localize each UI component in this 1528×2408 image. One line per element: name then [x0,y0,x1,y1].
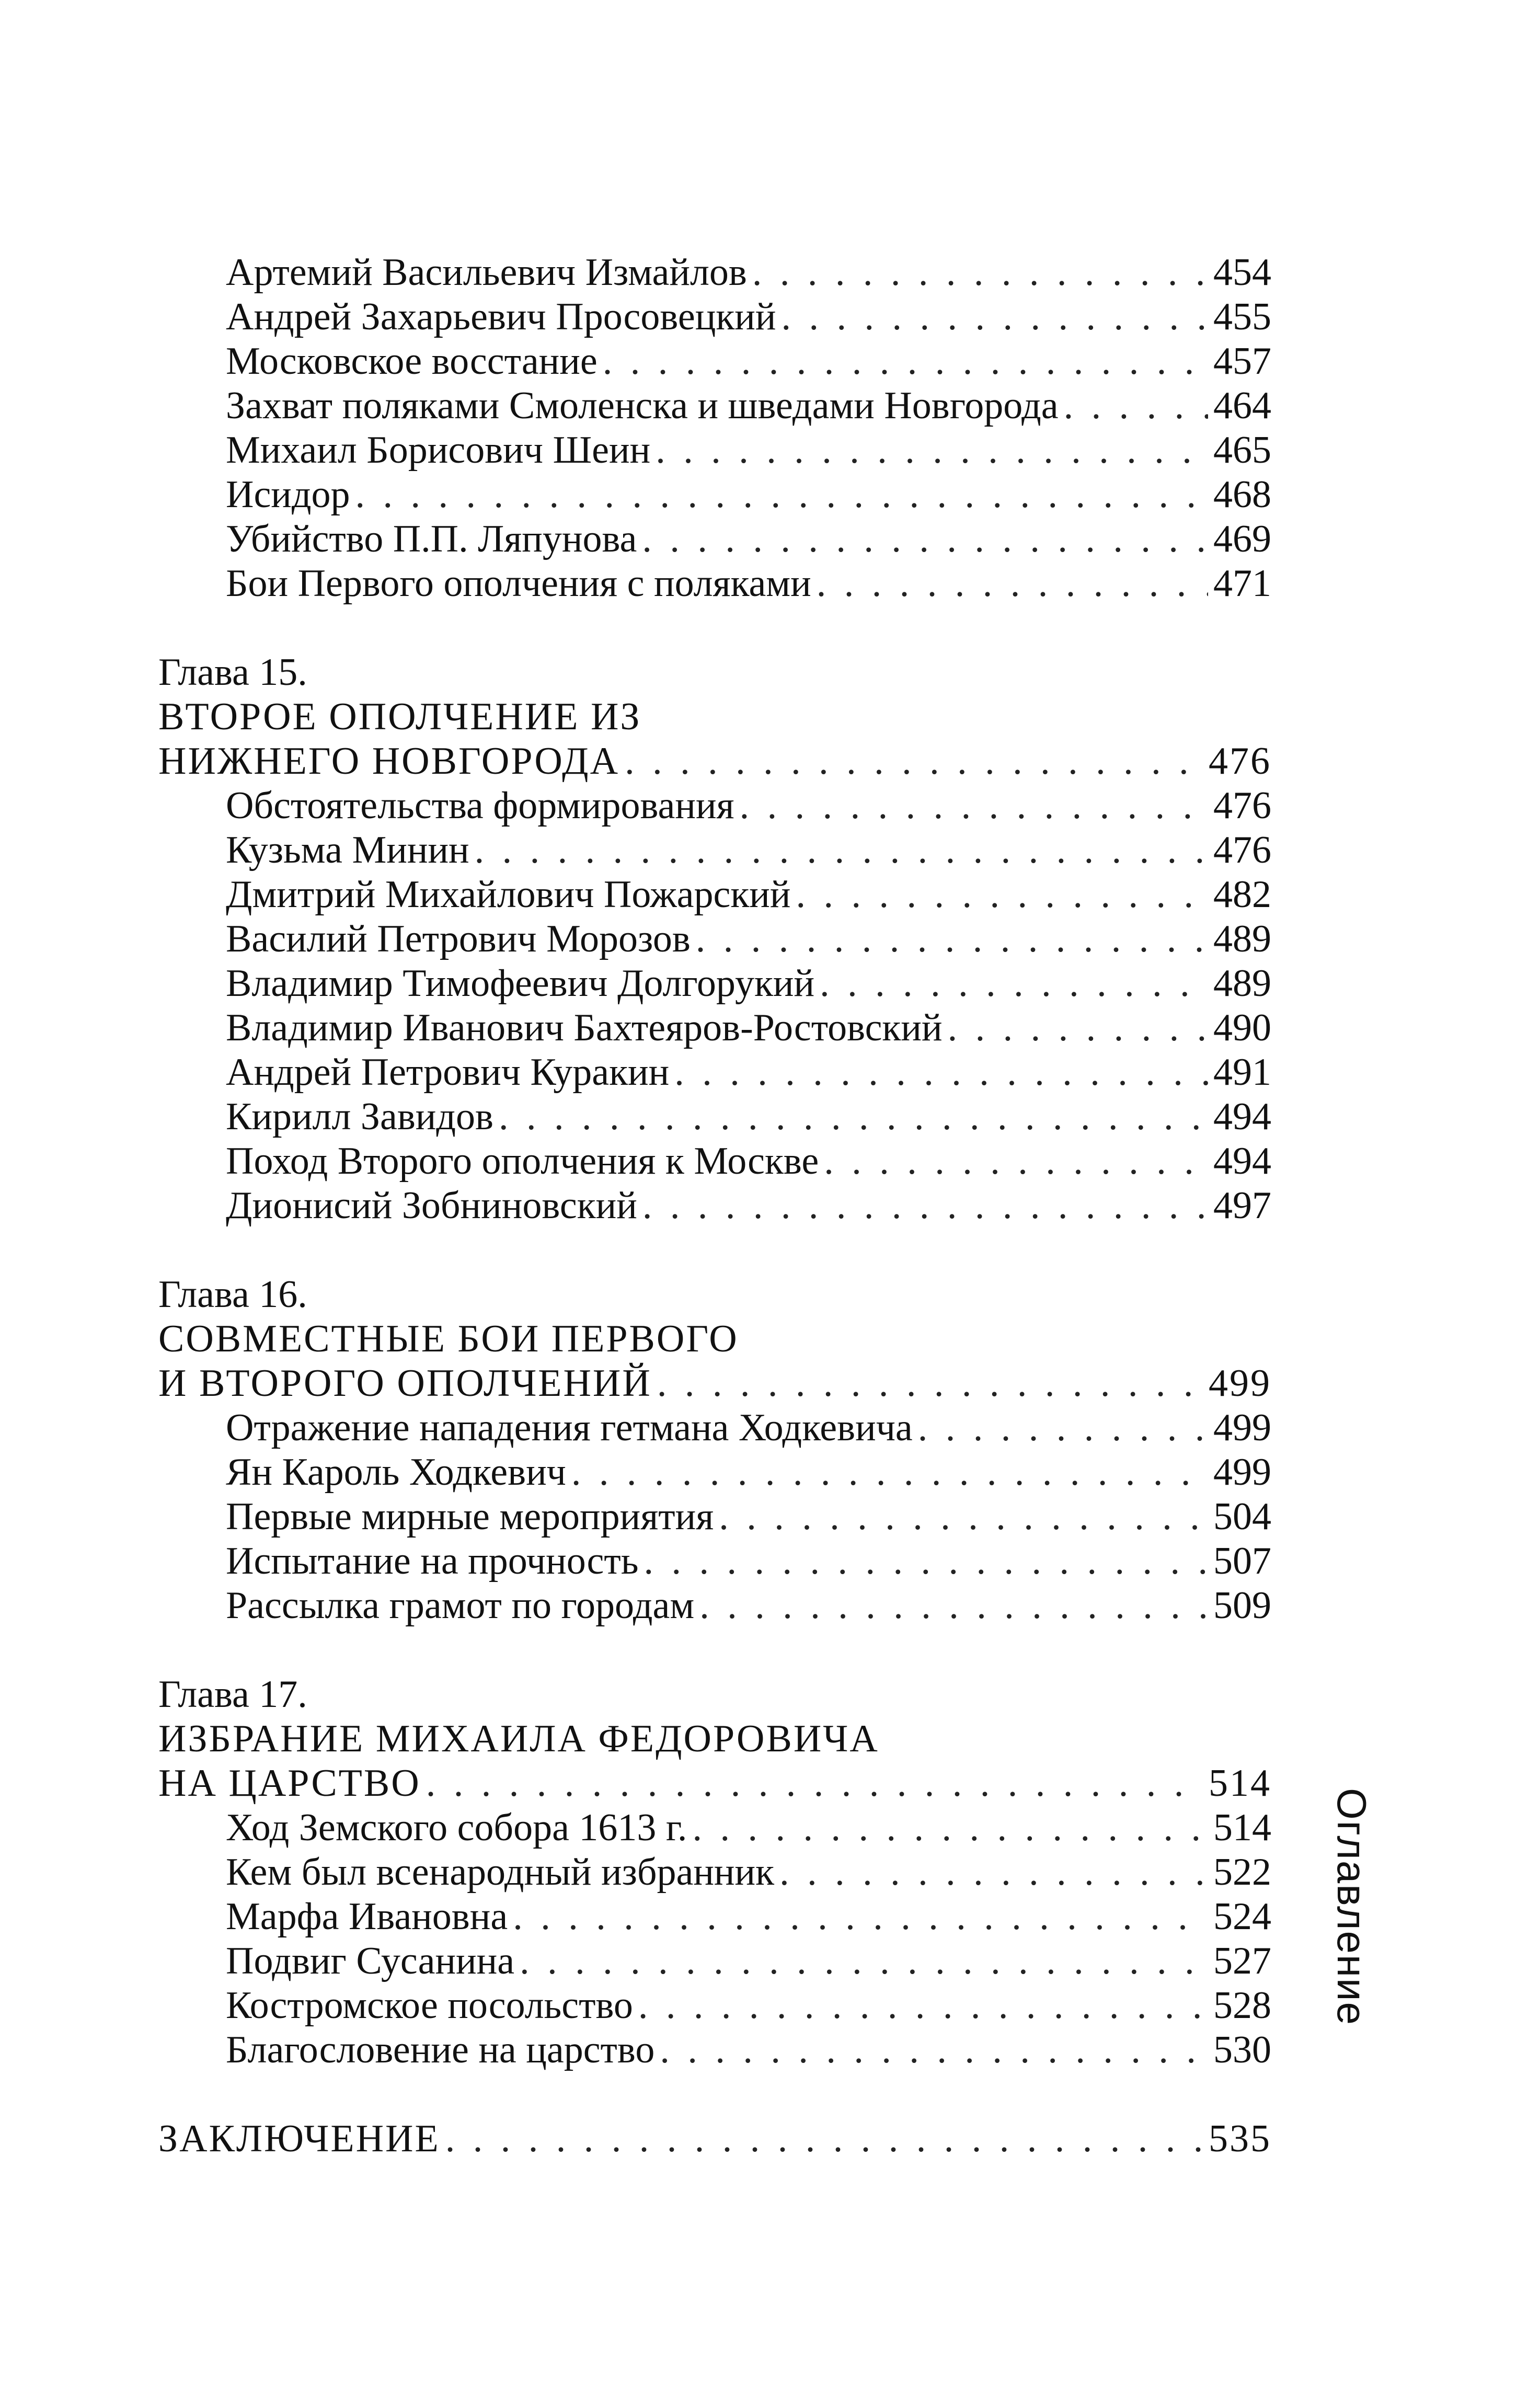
toc-entry[interactable]: Испытание на прочность . . . 507 [226,1539,1271,1584]
leader-dots [696,916,1208,961]
leader-dots [779,1850,1208,1895]
leader-dots [740,783,1208,828]
leader-dots [499,1094,1208,1139]
toc-entry[interactable]: Первые мирные мероприятия . . . 504 [226,1494,1271,1539]
chapter-heading-entry[interactable]: НИЖНЕГО НОВГОРОДА . . . 476 [158,739,1271,784]
toc-entry[interactable]: Кирилл Завидов . . . 494 [226,1094,1271,1139]
toc-entry[interactable]: Ход Земского собора 1613 г. . . . 514 [226,1805,1271,1850]
toc-entry[interactable]: Кем был всенародный избранник . . . 522 [226,1850,1271,1895]
section-side-label: Оглавление [1329,1788,1375,2026]
chapter-title: ВТОРОЕ ОПОЛЧЕНИЕ ИЗ [158,695,641,738]
leader-dots [644,1539,1208,1584]
toc-entry[interactable]: Костромское посольство . . . 528 [226,1983,1271,2028]
chapter-label: Глава 15. [158,651,307,694]
toc-entry[interactable]: Артемий Васильевич Измайлов . . . 454 [226,250,1271,295]
leader-dots [719,1494,1208,1539]
toc-entry[interactable]: Бои Первого ополчения с поляками . . . 471 [226,561,1271,606]
leader-dots [642,1183,1208,1228]
toc-entry[interactable]: Андрей Захарьевич Просовецкий . . . 455 [226,294,1271,339]
toc-entry[interactable]: Андрей Петрович Куракин . . . 491 [226,1050,1271,1095]
chapter-heading-entry[interactable]: НА ЦАРСТВО . . . 514 [158,1761,1271,1806]
leader-dots [642,517,1208,561]
toc-entry[interactable]: Михаил Борисович Шеин . . . 465 [226,428,1271,473]
leader-dots [796,872,1208,917]
leader-dots [674,1050,1208,1095]
leader-dots [752,250,1208,295]
toc-entry[interactable]: Рассылка грамот по городам . . . 509 [226,1583,1271,1628]
chapter-heading-entry[interactable]: И ВТОРОГО ОПОЛЧЕНИЙ . . . 499 [158,1361,1271,1406]
toc-entry[interactable]: Ян Кароль Ходкевич . . . 499 [226,1450,1271,1495]
toc-entry[interactable]: Отражение нападения гетмана Ходкевича . . . 499 [226,1405,1271,1450]
leader-dots [638,1983,1208,2028]
leader-dots [782,294,1208,339]
toc-entry[interactable]: Марфа Ивановна . . . 524 [226,1894,1271,1939]
leader-dots [513,1894,1208,1939]
toc-entry[interactable]: Захват поляками Смоленска и шведами Новгорода . . . 464 [226,383,1271,428]
leader-dots [699,1583,1208,1628]
toc-entry[interactable]: Дионисий Зобниновский . . . 497 [226,1183,1271,1228]
leader-dots [625,739,1203,784]
leader-dots [426,1761,1203,1806]
leader-dots [445,2116,1203,2161]
leader-dots [692,1805,1208,1850]
leader-dots [603,339,1208,384]
toc-entry[interactable]: Владимир Иванович Бахтеяров-Ростовский . . . 490 [226,1005,1271,1050]
leader-dots [475,828,1208,873]
toc-entry[interactable]: Поход Второго ополчения к Москве . . . 494 [226,1139,1271,1184]
leader-dots [1064,383,1208,428]
chapter-title: ИЗБРАНИЕ МИХАИЛА ФЕДОРОВИЧА [158,1717,879,1760]
conclusion-entry[interactable]: ЗАКЛЮЧЕНИЕ . . . 535 [158,2116,1271,2161]
toc-entry[interactable]: Владимир Тимофеевич Долгорукий . . . 489 [226,961,1271,1006]
leader-dots [820,961,1208,1006]
toc-entry[interactable]: Обстоятельства формирования . . . 476 [226,783,1271,828]
leader-dots [520,1939,1208,1983]
toc-entry[interactable]: Кузьма Минин . . . 476 [226,828,1271,873]
leader-dots [918,1405,1208,1450]
toc-entry[interactable]: Московское восстание . . . 457 [226,339,1271,384]
toc-entry[interactable]: Дмитрий Михайлович Пожарский . . . 482 [226,872,1271,917]
leader-dots [355,472,1208,517]
leader-dots [948,1005,1208,1050]
chapter-title: СОВМЕСТНЫЕ БОИ ПЕРВОГО [158,1317,739,1360]
chapter-label: Глава 17. [158,1673,307,1716]
toc-entry[interactable]: Подвиг Сусанина . . . 527 [226,1939,1271,1983]
leader-dots [656,428,1208,473]
leader-dots [817,561,1208,606]
leader-dots [571,1450,1208,1495]
toc-entry[interactable]: Убийство П.П. Ляпунова . . . 469 [226,517,1271,561]
toc-entry[interactable]: Благословение на царство . . . 530 [226,2027,1271,2072]
chapter-label: Глава 16. [158,1273,307,1316]
leader-dots [660,2027,1208,2072]
toc-entry[interactable]: Исидор . . . 468 [226,472,1271,517]
leader-dots [824,1139,1208,1184]
leader-dots [657,1361,1203,1406]
toc-entry[interactable]: Василий Петрович Морозов . . . 489 [226,916,1271,961]
